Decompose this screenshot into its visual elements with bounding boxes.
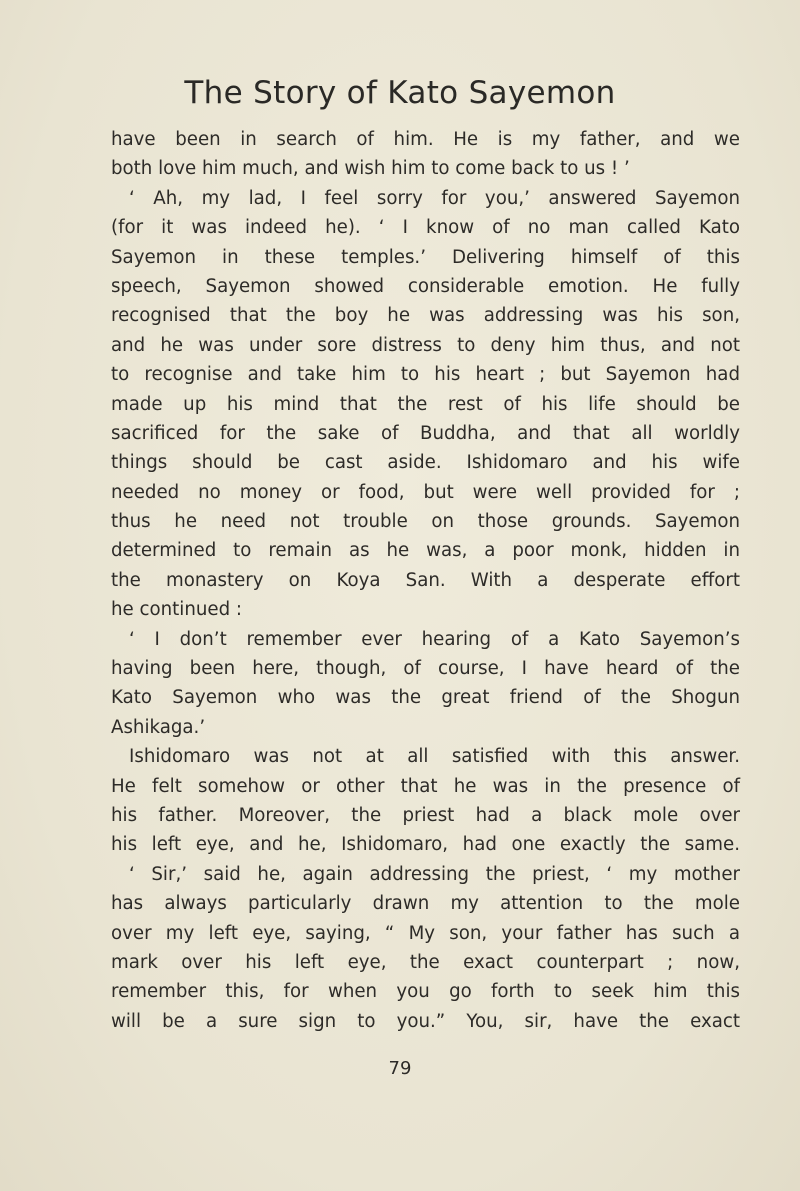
text-line: made up his mind that the rest of his life should be bbox=[111, 393, 740, 415]
text-line: Sayemon in these temples.’ Delivering himself of this bbox=[111, 246, 740, 268]
text-line: he continued : bbox=[111, 599, 243, 621]
text-line: having been here, though, of course, I have heard of the bbox=[111, 658, 740, 680]
text-line: will be a sure sign to you.” You, sir, have the exact bbox=[111, 1010, 740, 1032]
text-line: has always particularly drawn my attention to the mole bbox=[111, 893, 740, 915]
text-line: Ishidomaro was not at all satisfied with this answer. bbox=[129, 746, 740, 768]
text-line: determined to remain as he was, a poor monk, hidden in bbox=[111, 540, 740, 562]
text-line: sacrificed for the sake of Buddha, and that all worldly bbox=[111, 422, 740, 444]
body-text bbox=[111, 125, 740, 1036]
text-line: ‘ I don’t remember ever hearing of a Kato Sayemon’s bbox=[129, 628, 740, 650]
text-line: remember this, for when you go forth to seek him this bbox=[111, 981, 740, 1003]
text-line: his father. Moreover, the priest had a black mole over bbox=[111, 804, 740, 826]
text-line: have been in search of him. He is my father, and we bbox=[111, 129, 740, 150]
page-number: 79 bbox=[388, 1058, 412, 1079]
text-line: both love him much, and wish him to come back to us ! ’ bbox=[111, 158, 630, 180]
text-line: to recognise and take him to his heart ; but Sayemon had bbox=[111, 364, 740, 386]
text-line: Ashikaga.’ bbox=[111, 716, 206, 738]
text-line: things should be cast aside. Ishidomaro and his wife bbox=[111, 452, 740, 474]
text-line: He felt somehow or other that he was in the presence of bbox=[111, 775, 740, 797]
text-line: ‘ Ah, my lad, I feel sorry for you,’ answered Sayemon bbox=[129, 187, 740, 209]
text-line: needed no money or food, but were well provided for ; bbox=[111, 481, 740, 503]
text-line: ‘ Sir,’ said he, again addressing the priest, ‘ my mother bbox=[129, 863, 740, 885]
running-head: The Story of Kato Sayemon bbox=[184, 75, 616, 111]
text-line: thus he need not trouble on those grounds. Sayemon bbox=[111, 511, 740, 533]
text-line: mark over his left eye, the exact counterpart ; now, bbox=[111, 951, 740, 973]
text-line: and he was under sore distress to deny him thus, and not bbox=[111, 334, 740, 356]
text-line: over my left eye, saying, “ My son, your father has such a bbox=[111, 922, 740, 944]
text-line: speech, Sayemon showed considerable emotion. He fully bbox=[111, 275, 740, 297]
text-line: his left eye, and he, Ishidomaro, had one exactly the same. bbox=[111, 834, 740, 856]
text-line: (for it was indeed he). ‘ I know of no man called Kato bbox=[111, 217, 740, 239]
text-line: the monastery on Koya San. With a desperate effort bbox=[111, 569, 740, 591]
text-line: recognised that the boy he was addressing was his son, bbox=[111, 305, 740, 327]
text-line: Kato Sayemon who was the great friend of the Shogun bbox=[111, 687, 740, 709]
